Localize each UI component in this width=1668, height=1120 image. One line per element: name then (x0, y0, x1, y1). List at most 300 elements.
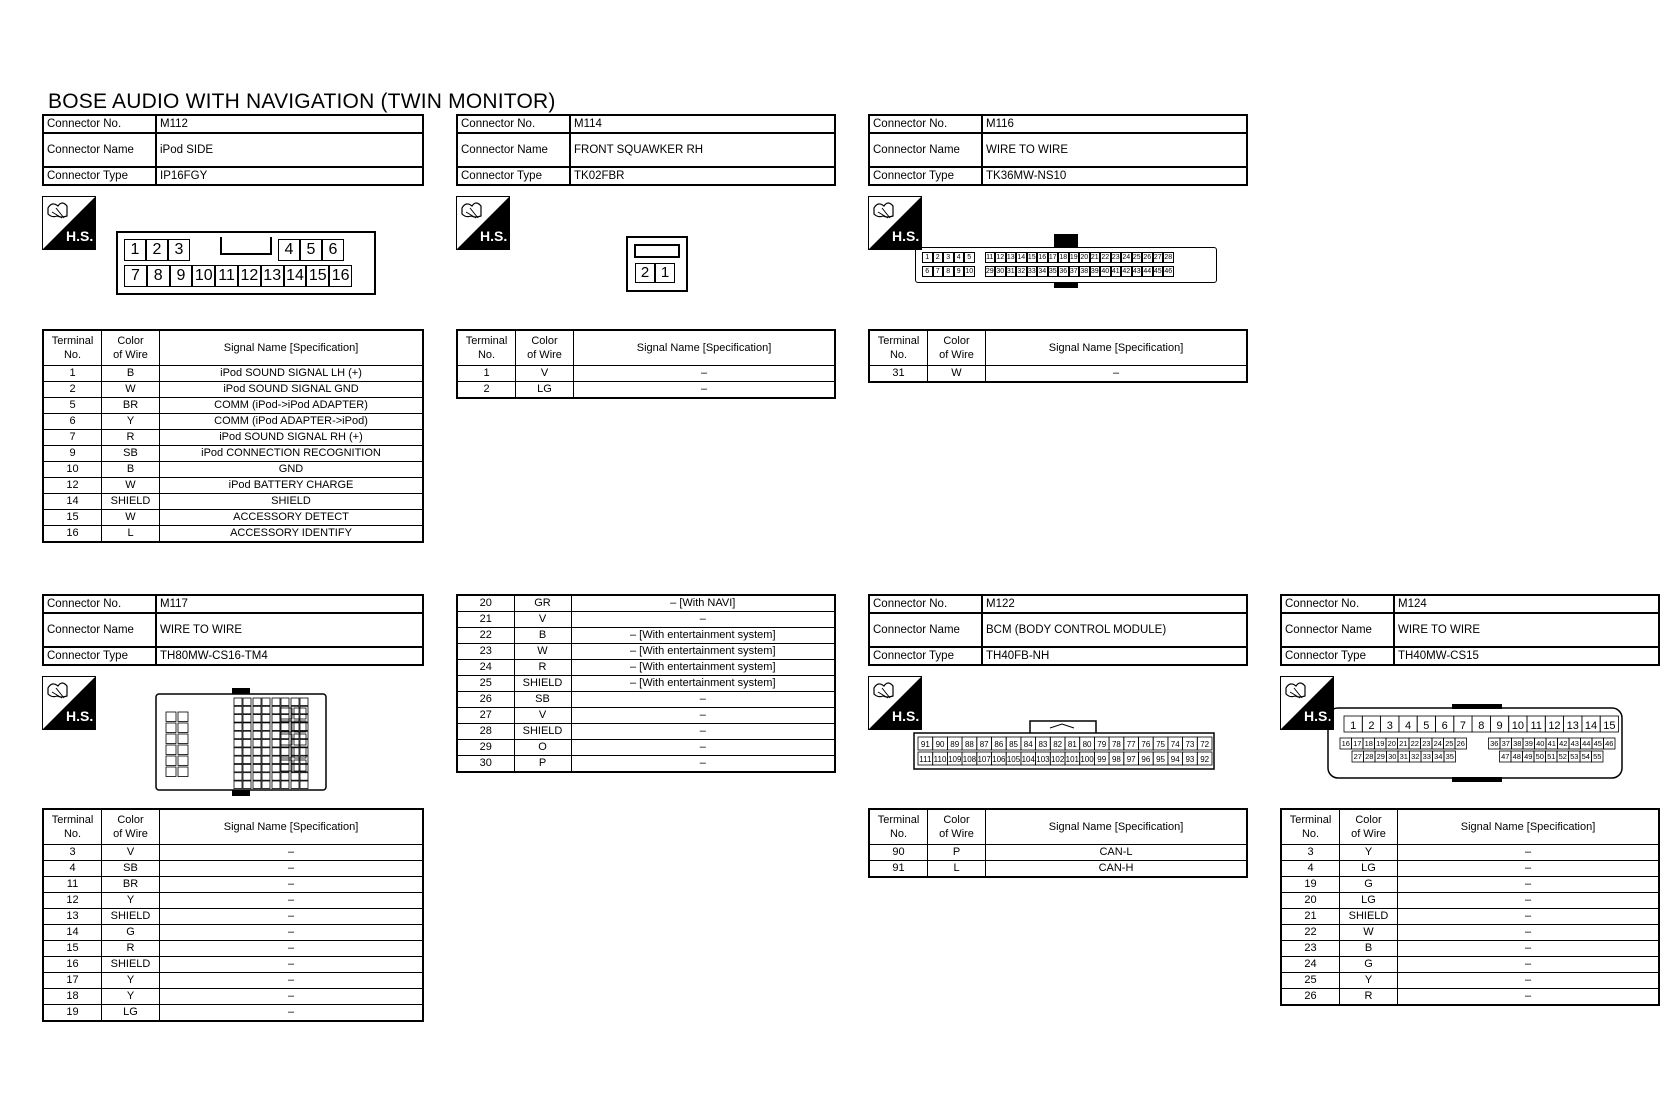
pin-label: 75 (1156, 740, 1166, 749)
wire-color-cell: Y (102, 893, 160, 909)
pin-label: 39 (1524, 739, 1533, 748)
pin-cell: 8 (147, 265, 170, 287)
pin-label: 101 (1065, 755, 1080, 764)
connector-type-value: TK02FBR (570, 167, 835, 185)
table-row (457, 595, 835, 612)
pin-cell (262, 756, 270, 764)
terminal-cell: 14 (43, 494, 102, 510)
pin-label: 17 (1353, 739, 1362, 748)
pin-cell (253, 748, 261, 756)
pin-cell: 27 (1153, 254, 1162, 261)
table-row (43, 446, 423, 462)
pin-label: 86 (994, 740, 1004, 749)
pin-label: 81 (1067, 740, 1077, 749)
signal-cell: iPod CONNECTION RECOGNITION (160, 446, 424, 462)
page-title: BOSE AUDIO WITH NAVIGATION (TWIN MONITOR) (48, 90, 556, 113)
wire-color-cell: W (1340, 925, 1398, 941)
pin-cell: 16 (329, 265, 352, 287)
table-row (43, 430, 423, 446)
signal-cell: – (571, 740, 835, 756)
wire-color-cell: P (928, 845, 986, 861)
hs-text: H.S. (1304, 708, 1332, 724)
wire-color-cell: LG (1340, 893, 1398, 909)
signal-cell: iPod BATTERY CHARGE (160, 478, 424, 494)
terminal-cell: 19 (43, 1005, 102, 1022)
connector-face-m112 (116, 231, 376, 295)
pin-label: 85 (1009, 740, 1019, 749)
pin-cell: 16 (1038, 254, 1047, 261)
terminal-cell: 24 (1281, 957, 1340, 973)
connector-name-label: Connector Name (457, 133, 570, 167)
pin-cell: 36 (1059, 268, 1068, 275)
table-row (457, 382, 835, 399)
terminal-cell: 12 (43, 893, 102, 909)
wire-color-cell: L (102, 526, 160, 543)
pin-cell (234, 723, 242, 731)
connector-type-label: Connector Type (869, 647, 982, 665)
pin-label: 46 (1605, 739, 1614, 748)
pin-label: 9 (1496, 720, 1503, 732)
pin-label: 105 (1006, 755, 1021, 764)
terminal-table-m116 (868, 329, 1248, 383)
pin-label: 18 (1364, 739, 1373, 748)
pin-label: 98 (1111, 755, 1121, 764)
pin-label: 82 (1053, 740, 1063, 749)
terminal-table-m124 (1280, 808, 1660, 1006)
pin-label: 35 (1445, 752, 1454, 761)
pin-cell: 12 (238, 265, 261, 287)
col-color: Color of Wire (102, 809, 160, 845)
pin-label: 108 (962, 755, 977, 764)
signal-cell: COMM (iPod->iPod ADAPTER) (160, 398, 424, 414)
pin-label: 54 (1581, 752, 1590, 761)
connector-type-value: IP16FGY (156, 167, 423, 185)
pin-cell: 14 (284, 265, 307, 287)
table-row (43, 877, 423, 893)
pin-label: 16 (1341, 739, 1350, 748)
pin-cell (262, 706, 270, 714)
wire-color-cell: R (1340, 989, 1398, 1006)
pin-cell (234, 706, 242, 714)
terminal-cell: 14 (43, 925, 102, 941)
connector-no-label: Connector No. (43, 115, 156, 133)
col-signal: Signal Name [Specification] (986, 809, 1248, 845)
table-row (457, 724, 835, 740)
pin-cell (272, 773, 280, 781)
pin-label: 45 (1593, 739, 1602, 748)
harness-side-icon (868, 196, 922, 250)
wire-color-cell: B (1340, 941, 1398, 957)
connector-no-value: M124 (1394, 595, 1659, 613)
table-row (457, 708, 835, 724)
wire-color-cell: SB (102, 446, 160, 462)
table-row (43, 909, 423, 925)
pin-label: 50 (1535, 752, 1544, 761)
connector-name-label: Connector Name (869, 133, 982, 167)
wire-color-cell: SHIELD (514, 724, 571, 740)
terminal-cell: 16 (43, 957, 102, 973)
pin-label: 26 (1456, 739, 1465, 748)
pin-label: 12 (1548, 720, 1561, 732)
terminal-cell: 3 (1281, 845, 1340, 861)
pin-label: 106 (992, 755, 1006, 764)
pin-cell: 11 (215, 265, 238, 287)
pin-cell (234, 764, 242, 772)
pin-label: 99 (1097, 755, 1107, 764)
connector-no-label: Connector No. (457, 115, 570, 133)
col-color: Color of Wire (1340, 809, 1398, 845)
wire-color-cell: BR (102, 877, 160, 893)
terminal-cell: 5 (43, 398, 102, 414)
pin-cell (262, 715, 270, 723)
table-row (43, 414, 423, 430)
pin-cell: 43 (1132, 268, 1141, 275)
pin-label: 43 (1570, 739, 1579, 748)
pin-label: 90 (935, 740, 945, 749)
pin-label: 23 (1422, 739, 1431, 748)
pin-label: 95 (1156, 755, 1166, 764)
table-row (457, 612, 835, 628)
table-row (43, 398, 423, 414)
connector-name-value: WIRE TO WIRE (156, 613, 423, 647)
connector-no-label: Connector No. (869, 595, 982, 613)
wire-color-cell: G (102, 925, 160, 941)
wire-color-cell: R (102, 430, 160, 446)
wire-color-cell: V (514, 708, 571, 724)
table-row (869, 845, 1247, 861)
terminal-cell: 23 (457, 644, 514, 660)
pin-cell (253, 706, 261, 714)
pin-label: 24 (1433, 739, 1442, 748)
pin-cell (253, 764, 261, 772)
wire-color-cell: O (514, 740, 571, 756)
pin-label: 83 (1038, 740, 1048, 749)
pin-label: 11 (1530, 720, 1542, 732)
table-row (457, 644, 835, 660)
pin-cell: 40 (1101, 268, 1110, 275)
connector-type-value: TK36MW-NS10 (982, 167, 1247, 185)
col-signal: Signal Name [Specification] (986, 330, 1248, 366)
table-row (1281, 893, 1659, 909)
signal-cell: – (1398, 973, 1660, 989)
table-row (1281, 973, 1659, 989)
pin-label: 25 (1445, 739, 1454, 748)
pin-cell (272, 764, 280, 772)
pin-label: 51 (1547, 752, 1556, 761)
connector-no-value: M112 (156, 115, 423, 133)
pin-cell: 23 (1111, 254, 1120, 261)
signal-cell: – (1398, 893, 1660, 909)
wire-color-cell: W (102, 382, 160, 398)
connector-type-label: Connector Type (43, 167, 156, 185)
pin-cell: 18 (1059, 254, 1068, 261)
signal-cell: – [With entertainment system] (571, 660, 835, 676)
pin-cell: 17 (1048, 254, 1057, 261)
connector-header-m114 (456, 114, 836, 186)
col-color: Color of Wire (928, 330, 986, 366)
connector-name-value: BCM (BODY CONTROL MODULE) (982, 613, 1247, 647)
wire-color-cell: Y (1340, 973, 1398, 989)
pin-label: 4 (1404, 720, 1412, 732)
terminal-cell: 26 (457, 692, 514, 708)
pin-label: 88 (964, 740, 974, 749)
connector-no-value: M116 (982, 115, 1247, 133)
pin-cell (262, 764, 270, 772)
terminal-cell: 6 (43, 414, 102, 430)
table-row (1281, 845, 1659, 861)
pin-cell: 24 (1122, 254, 1131, 261)
table-row (43, 925, 423, 941)
terminal-cell: 12 (43, 478, 102, 494)
signal-cell: – (1398, 925, 1660, 941)
pin-cell: 32 (1017, 268, 1026, 275)
wire-color-cell: SB (514, 692, 571, 708)
table-row (43, 1005, 423, 1022)
table-row (43, 941, 423, 957)
pin-label: 76 (1141, 740, 1151, 749)
connector-no-value: M117 (156, 595, 423, 613)
pin-cell (234, 781, 242, 789)
pin-cell (281, 748, 289, 756)
pin-label: 72 (1200, 740, 1210, 749)
pin-cell (253, 756, 261, 764)
pin-label: 44 (1582, 739, 1591, 748)
connector-name-label: Connector Name (869, 613, 982, 647)
pin-cell (300, 706, 308, 714)
pin-cell (166, 756, 176, 766)
terminal-cell: 1 (43, 366, 102, 382)
pin-cell (262, 731, 270, 739)
table-row (1281, 861, 1659, 877)
pin-cell: 42 (1122, 268, 1131, 275)
pin-label: 80 (1082, 740, 1092, 749)
table-row (457, 756, 835, 773)
signal-cell: – (160, 957, 424, 973)
signal-cell: – (1398, 909, 1660, 925)
wire-color-cell: SHIELD (102, 957, 160, 973)
connector-face-m116 (915, 247, 1217, 283)
pin-cell: 1 (655, 263, 675, 283)
pin-cell (281, 781, 289, 789)
connector-name-label: Connector Name (43, 133, 156, 167)
pin-cell: 33 (1027, 268, 1036, 275)
table-row (43, 494, 423, 510)
pin-label: 91 (920, 740, 930, 749)
terminal-table-m112 (42, 329, 424, 543)
pin-cell (291, 781, 299, 789)
signal-cell: – (571, 692, 835, 708)
table-row (43, 861, 423, 877)
terminal-table-m122 (868, 808, 1248, 878)
connector-name-value: WIRE TO WIRE (982, 133, 1247, 167)
pin-cell (243, 748, 251, 756)
pin-cell: 37 (1069, 268, 1078, 275)
pin-cell: 13 (261, 265, 284, 287)
table-row (1281, 925, 1659, 941)
connector-type-value: TH40FB-NH (982, 647, 1247, 665)
pin-cell (281, 723, 289, 731)
pin-cell (272, 740, 280, 748)
col-color: Color of Wire (928, 809, 986, 845)
terminal-cell: 31 (869, 366, 928, 383)
col-terminal: Terminal No. (43, 809, 102, 845)
pin-cell (166, 712, 176, 722)
pin-cell (262, 723, 270, 731)
connector-type-value: TH40MW-CS15 (1394, 647, 1659, 665)
pin-label: 93 (1185, 755, 1195, 764)
wire-color-cell: SHIELD (102, 909, 160, 925)
connector-no-label: Connector No. (869, 115, 982, 133)
wire-color-cell: SHIELD (514, 676, 571, 692)
pin-label: 109 (948, 755, 962, 764)
connector-header-m112 (42, 114, 424, 186)
signal-cell: – (160, 893, 424, 909)
wire-color-cell: G (1340, 877, 1398, 893)
pin-label: 41 (1547, 739, 1556, 748)
table-row (43, 366, 423, 382)
terminal-cell: 17 (43, 973, 102, 989)
connector-header-m116 (868, 114, 1248, 186)
table-row (457, 660, 835, 676)
wire-color-cell: Y (102, 414, 160, 430)
pin-cell (272, 748, 280, 756)
pin-label: 87 (979, 740, 989, 749)
connector-no-value: M122 (982, 595, 1247, 613)
pin-label: 100 (1080, 755, 1094, 764)
pin-cell (243, 731, 251, 739)
pin-label: 36 (1490, 739, 1499, 748)
connector-face-m124 (1326, 702, 1626, 782)
pin-cell (243, 781, 251, 789)
pin-cell (234, 773, 242, 781)
connector-name-label: Connector Name (43, 613, 156, 647)
pin-label: 47 (1501, 752, 1510, 761)
pin-cell (262, 740, 270, 748)
pin-label: 84 (1023, 740, 1033, 749)
table-row (457, 676, 835, 692)
pin-label: 22 (1410, 739, 1419, 748)
pin-cell: 2 (933, 252, 944, 263)
pin-label: 33 (1422, 752, 1431, 761)
pin-label: 92 (1200, 755, 1210, 764)
pin-label: 13 (1566, 720, 1579, 732)
wire-color-cell: GR (514, 595, 571, 612)
pin-cell (178, 723, 188, 733)
wire-color-cell: Y (102, 973, 160, 989)
pin-cell (243, 698, 251, 706)
wire-color-cell: SHIELD (102, 494, 160, 510)
pin-cell (281, 773, 289, 781)
terminal-cell: 15 (43, 510, 102, 526)
signal-cell: iPod SOUND SIGNAL LH (+) (160, 366, 424, 382)
signal-cell: – (574, 366, 836, 382)
pin-cell: 22 (1101, 254, 1110, 261)
pin-label: 38 (1513, 739, 1522, 748)
signal-cell: – [With NAVI] (571, 595, 835, 612)
table-row (43, 382, 423, 398)
signal-cell: – (574, 382, 836, 399)
hs-text: H.S. (892, 708, 920, 724)
terminal-table-m117-continued (456, 594, 836, 773)
terminal-cell: 30 (457, 756, 514, 773)
table-row (457, 740, 835, 756)
pin-cell: 35 (1048, 268, 1057, 275)
pin-label: 74 (1170, 740, 1180, 749)
col-signal: Signal Name [Specification] (160, 330, 424, 366)
terminal-cell: 1 (457, 366, 516, 382)
pin-cell (272, 723, 280, 731)
pin-cell: 14 (1017, 254, 1026, 261)
wire-color-cell: V (514, 612, 571, 628)
signal-cell: – (160, 941, 424, 957)
pin-label: 6 (1441, 720, 1448, 732)
terminal-cell: 20 (457, 595, 514, 612)
table-row (1281, 989, 1659, 1006)
terminal-cell: 10 (43, 462, 102, 478)
terminal-cell: 22 (457, 628, 514, 644)
hs-text: H.S. (892, 228, 920, 244)
terminal-cell: 20 (1281, 893, 1340, 909)
terminal-cell: 18 (43, 989, 102, 1005)
wire-color-cell: B (514, 628, 571, 644)
pin-label: 107 (977, 755, 991, 764)
connector-type-label: Connector Type (869, 167, 982, 185)
signal-cell: – (1398, 845, 1660, 861)
pin-cell: 31 (1006, 268, 1015, 275)
pin-cell (253, 698, 261, 706)
table-row (43, 478, 423, 494)
pin-label: 94 (1170, 755, 1180, 764)
wire-color-cell: R (514, 660, 571, 676)
pin-cell (272, 698, 280, 706)
pin-cell (281, 740, 289, 748)
connector-face-m117 (154, 686, 328, 798)
pin-cell: 39 (1090, 268, 1099, 275)
terminal-cell: 27 (457, 708, 514, 724)
pin-label: 42 (1559, 739, 1568, 748)
wire-color-cell: SB (102, 861, 160, 877)
table-row (869, 861, 1247, 878)
pin-cell (178, 745, 188, 755)
terminal-cell: 90 (869, 845, 928, 861)
terminal-cell: 13 (43, 909, 102, 925)
col-terminal: Terminal No. (43, 330, 102, 366)
col-signal: Signal Name [Specification] (160, 809, 424, 845)
terminal-cell: 2 (43, 382, 102, 398)
pin-label: 79 (1097, 740, 1107, 749)
pin-cell (234, 715, 242, 723)
wire-color-cell: R (102, 941, 160, 957)
pin-cell: 10 (965, 268, 974, 275)
pin-cell: 1 (922, 252, 933, 263)
signal-cell: – (1398, 941, 1660, 957)
signal-cell: iPod SOUND SIGNAL GND (160, 382, 424, 398)
pin-label: 14 (1584, 720, 1598, 732)
signal-cell: – [With entertainment system] (571, 644, 835, 660)
pin-cell: 7 (124, 265, 147, 287)
pin-label: 5 (1423, 720, 1430, 732)
signal-cell: iPod SOUND SIGNAL RH (+) (160, 430, 424, 446)
signal-cell: COMM (iPod ADAPTER->iPod) (160, 414, 424, 430)
signal-cell: – (571, 612, 835, 628)
table-row (43, 510, 423, 526)
signal-cell: – (1398, 957, 1660, 973)
pin-cell: 4 (278, 239, 300, 261)
terminal-cell: 11 (43, 877, 102, 893)
harness-side-icon (456, 196, 510, 250)
connector-name-value: FRONT SQUAWKER RH (570, 133, 835, 167)
connector-face-m122 (912, 716, 1216, 772)
